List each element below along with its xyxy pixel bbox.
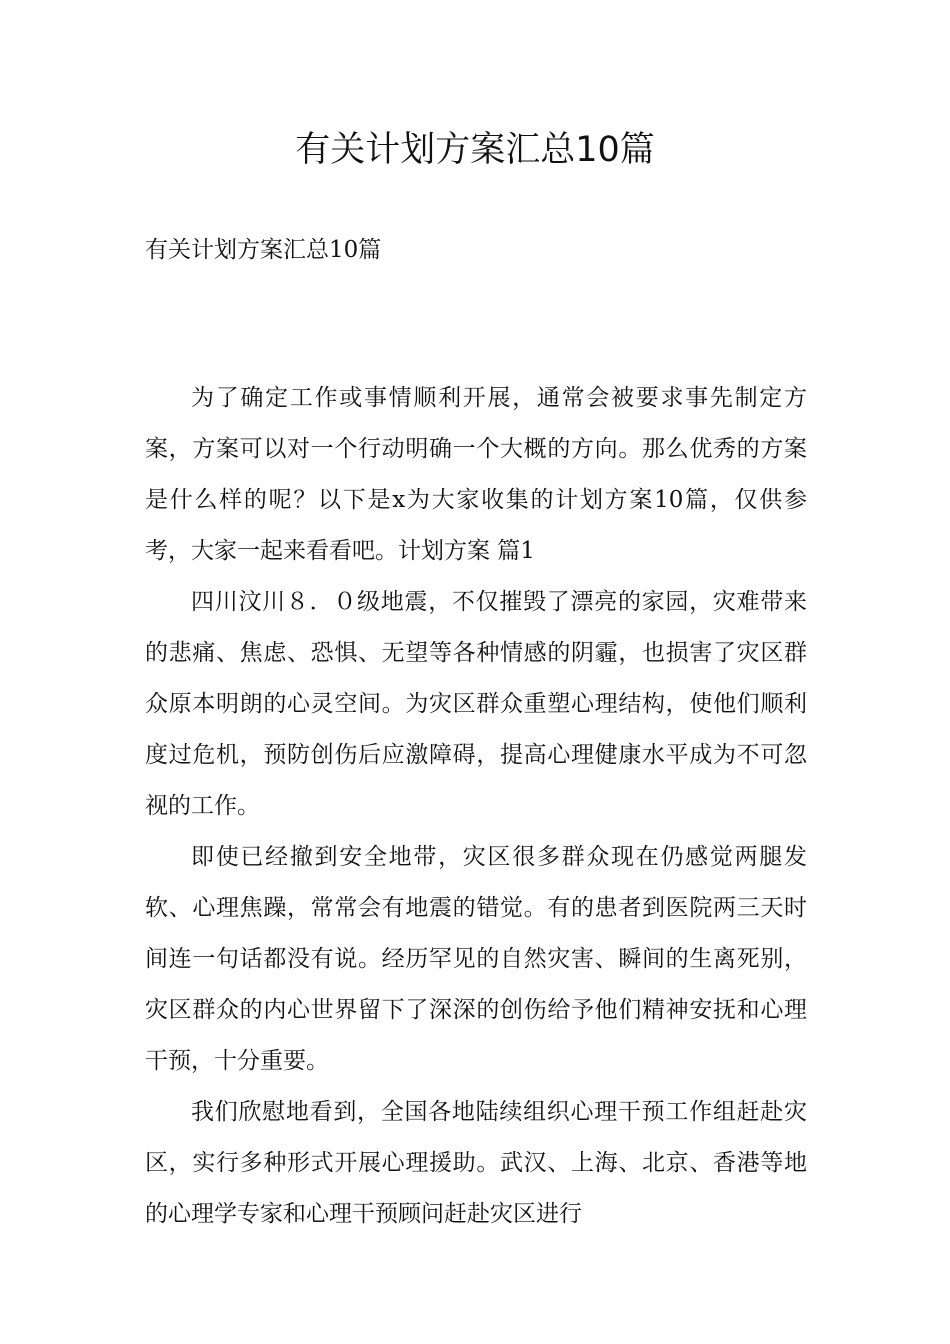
- document-subtitle: 有关计划方案汇总10篇: [145, 237, 382, 263]
- paragraph-trauma: 即使已经撤到安全地带，灾区很多群众现在仍感觉两腿发软、心理焦躁，常常会有地震的错觉。有的患者到医院两三天时间连一句话都没有说。经历罕见的自然灾害、瞬间的生离死别，灾区群众的内心世界留下了深深的创伤给予他们精神安抚和心理干预，十分重要。: [145, 844, 807, 1074]
- paragraph-earthquake: 四川汶川８．０级地震，不仅摧毁了漂亮的家园，灾难带来的悲痛、焦虑、恐惧、无望等各种情感的阴霾，也损害了灾区群众原本明朗的心灵空间。为灾区群众重塑心理结构，使他们顺利度过危机，预防创伤后应激障碍，提高心理健康水平成为不可忽视的工作。: [145, 589, 807, 819]
- paragraph-intro: 为了确定工作或事情顺利开展，通常会被要求事先制定方案，方案可以对一个行动明确一个大概的方向。那么优秀的方案是什么样的呢？以下是x为大家收集的计划方案10篇，仅供参考，大家一起来看看吧。计划方案 篇1: [145, 385, 807, 564]
- document-body: [145, 373, 807, 1240]
- document-title: 有关计划方案汇总10篇: [295, 130, 655, 170]
- paragraph-intervention: 我们欣慰地看到，全国各地陆续组织心理干预工作组赶赴灾区，实行多种形式开展心理援助。武汉、上海、北京、香港等地的心理学专家和心理干预顾问赶赴灾区进行: [145, 1099, 807, 1227]
